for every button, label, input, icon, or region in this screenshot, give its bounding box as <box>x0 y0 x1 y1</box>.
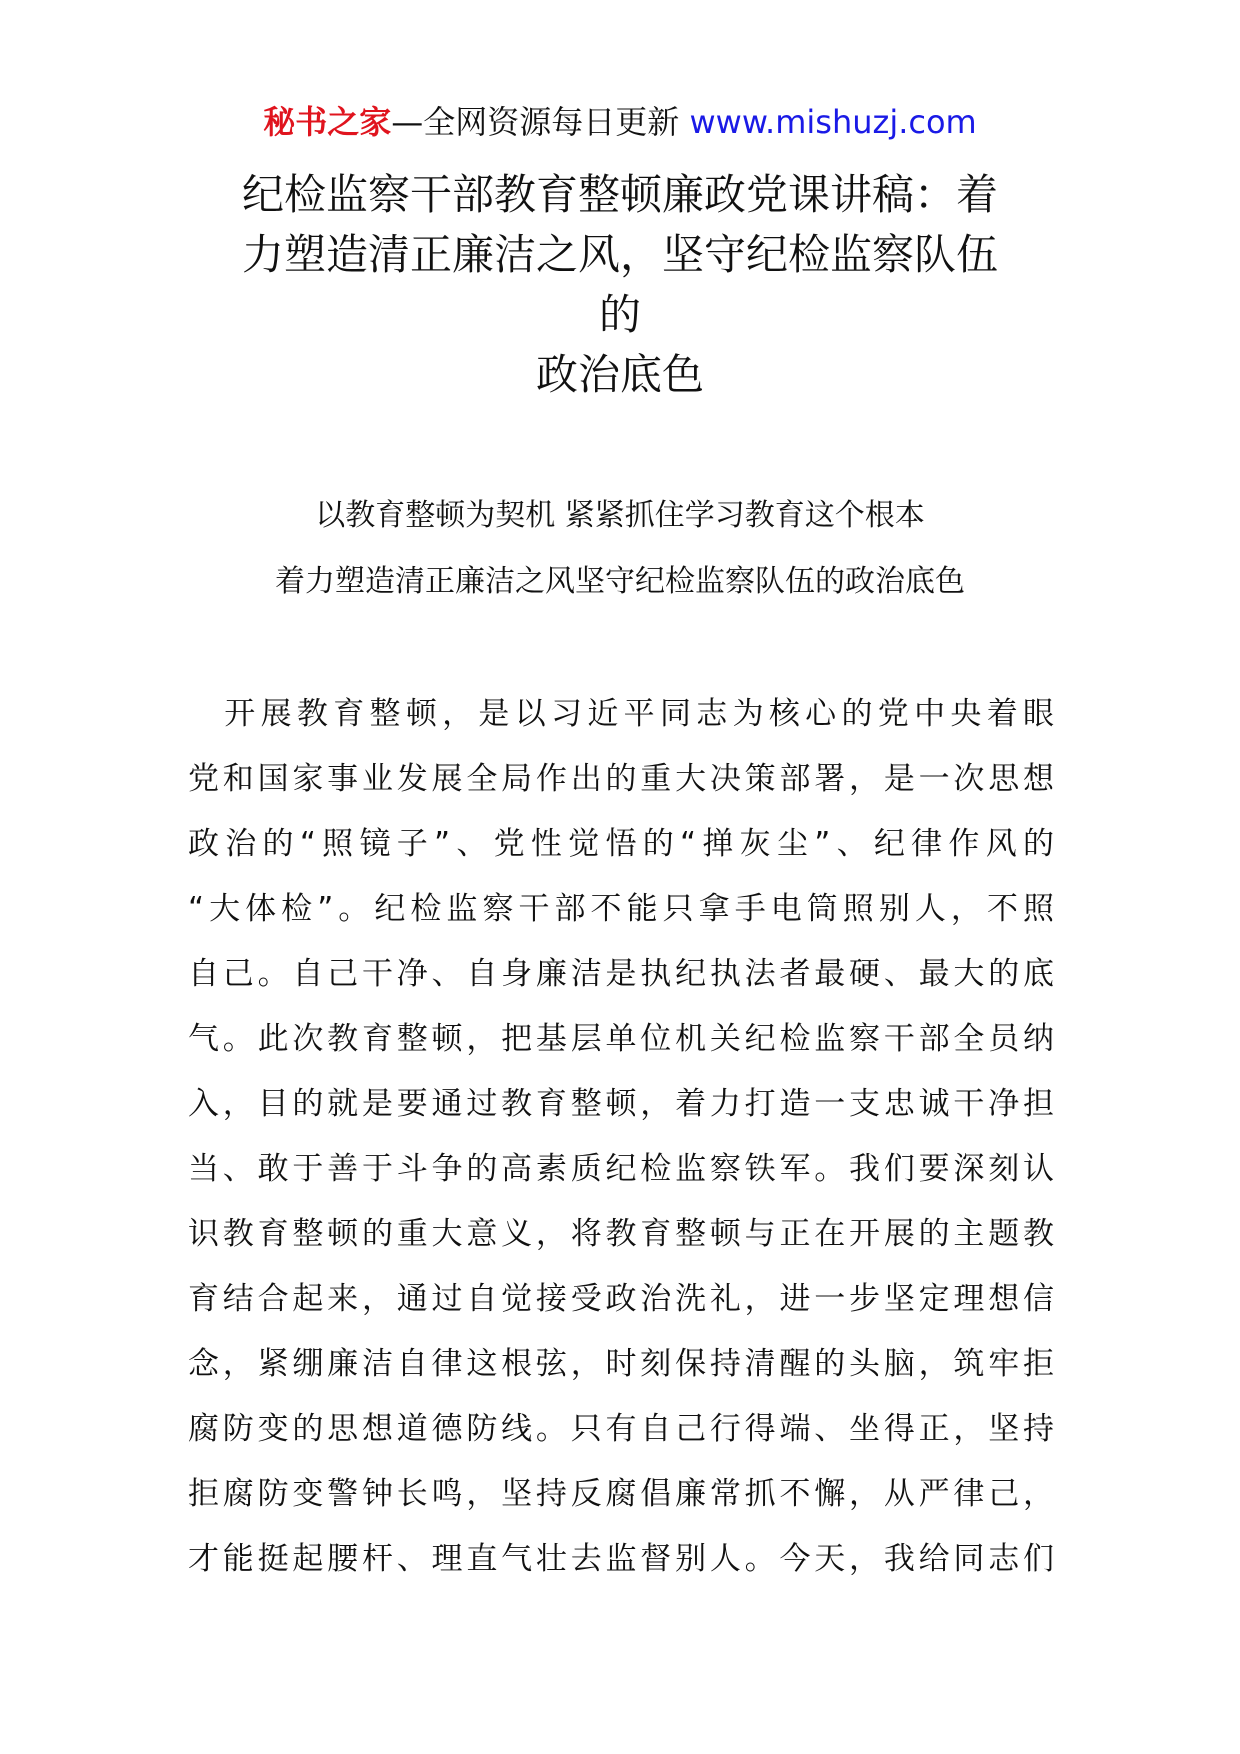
subtitle-line: 以教育整顿为契机 紧紧抓住学习教育这个根本 <box>315 498 925 533</box>
body-line: “大体检”。纪检监察干部不能只拿手电筒照别人，不照 <box>188 891 1054 927</box>
site-url-link[interactable]: www.mishuzj.com <box>689 103 977 141</box>
title-line: 政治底色 <box>535 350 704 399</box>
body-line: 党和国家事业发展全局作出的重大决策部署，是一次思想 <box>188 761 1054 797</box>
body-line: 腐防变的思想道德防线。只有自己行得端、坐得正，坚持 <box>188 1411 1054 1447</box>
body-line: 才能挺起腰杆、理直气壮去监督别人。今天，我给同志们 <box>188 1541 1054 1577</box>
body-line: 气。此次教育整顿，把基层单位机关纪检监察干部全员纳 <box>188 1021 1054 1057</box>
body-line: 识教育整顿的重大意义，将教育整顿与正在开展的主题教 <box>188 1216 1054 1252</box>
body-line: 入，目的就是要通过教育整顿，着力打造一支忠诚干净担 <box>188 1086 1054 1122</box>
site-header <box>0 102 1240 142</box>
body-line: 育结合起来，通过自觉接受政治洗礼，进一步坚定理想信 <box>188 1281 1054 1317</box>
title-line: 的 <box>598 290 641 339</box>
body-line: 念，紧绷廉洁自律这根弦，时刻保持清醒的头脑，筑牢拒 <box>188 1346 1054 1382</box>
body-line: 政治的“照镜子”、党性觉悟的“掸灰尘”、纪律作风的 <box>188 826 1054 862</box>
body-line: 拒腐防变警钟长鸣，坚持反腐倡廉常抓不懈，从严律己， <box>188 1476 1054 1512</box>
title-line: 力塑造清正廉洁之风，坚守纪检监察队伍 <box>241 230 998 279</box>
body-line: 自己。自己干净、自身廉洁是执纪执法者最硬、最大的底 <box>188 956 1054 992</box>
body-line: 当、敢于善于斗争的高素质纪检监察铁军。我们要深刻认 <box>188 1151 1054 1187</box>
title-line: 纪检监察干部教育整顿廉政党课讲稿：着 <box>241 170 998 219</box>
brand-name: 秘书之家 <box>263 103 392 141</box>
body-paragraph <box>188 682 1054 1592</box>
document-title <box>180 165 1060 405</box>
subtitle-line: 着力塑造清正廉洁之风坚守纪检监察队伍的政治底色 <box>275 564 965 599</box>
header-tagline: —全网资源每日更新 <box>391 103 680 141</box>
body-line: 开展教育整顿，是以习近平同志为核心的党中央着眼 <box>188 696 1054 732</box>
